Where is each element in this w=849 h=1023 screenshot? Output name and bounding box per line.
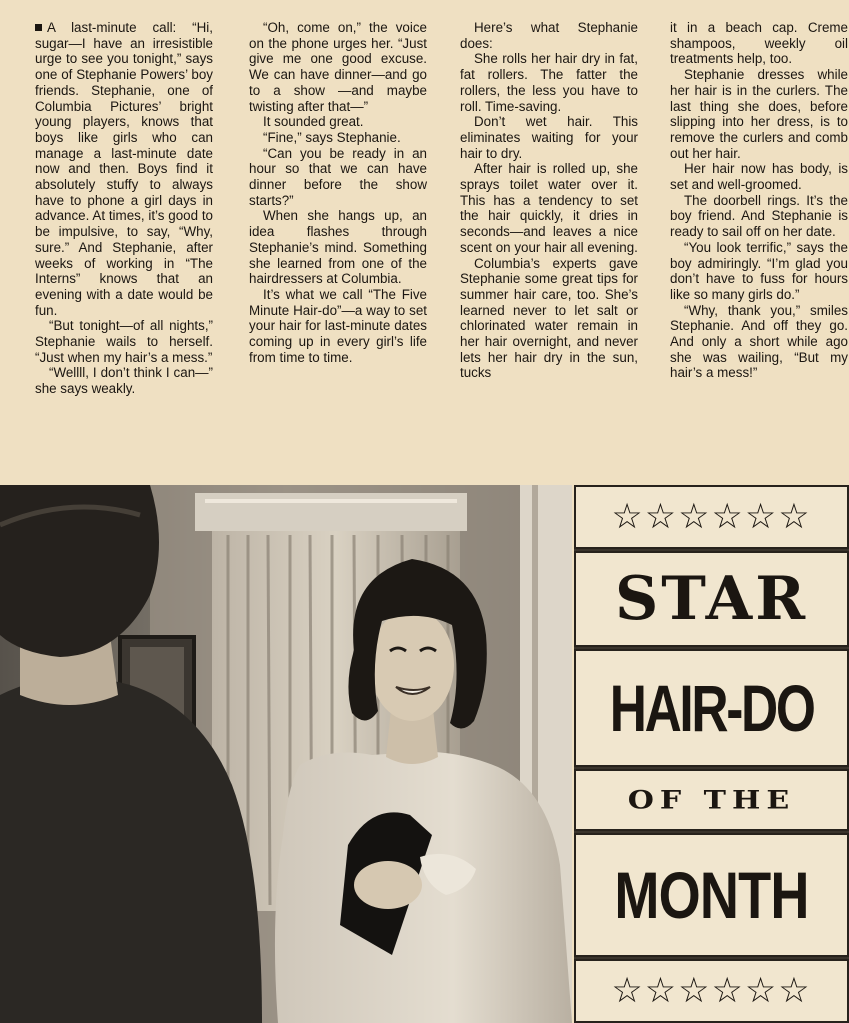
curtain-valance <box>195 493 467 531</box>
star-row-icon: ☆☆☆☆☆☆ <box>611 496 812 537</box>
banner-line-ofthe <box>574 769 849 831</box>
paragraph: After hair is rolled up, she sprays toilet water over it. This has a tendency to set the hair quickly, it dries in seconds—and leaves a nice scent on your hair all evening. <box>460 161 638 255</box>
banner-word-month: MONTH <box>614 858 809 932</box>
paragraph: The doorbell rings. It’s the boy friend. And Stephanie is ready to sail off on her date. <box>670 192 848 240</box>
paragraph: When she hangs up, an idea flashes through Stephanie’s mind. Something she learned from one of the hairdressers at Columbia. <box>249 208 427 287</box>
banner-line-hairdo <box>574 649 849 767</box>
woman-hands <box>354 861 422 909</box>
paragraph: “Can you be ready in an hour so that we can have dinner before the show starts?” <box>249 145 427 208</box>
paragraph: Columbia’s experts gave Stephanie some great tips for summer hair care, too. She’s learned never to let salt or chlorinated water remain in her hair overnight, and never lets her hair dry in the sun, tucks <box>460 255 638 381</box>
valance-trim <box>205 499 457 503</box>
paragraph: Stephanie dresses while her hair is in the curlers. The last thing she does, before slipping into her dress, is to remove the curlers and comb out her hair. <box>670 67 848 161</box>
paragraph: It sounded great. <box>263 114 364 130</box>
article-column-3 <box>460 20 638 381</box>
banner-word-hairdo: HAIR-DO <box>609 671 814 745</box>
banner-stars-bottom <box>574 959 849 1023</box>
article-column-2 <box>249 20 427 365</box>
banner-word-ofthe: OF THE <box>627 785 796 815</box>
banner-stars-top <box>574 485 849 549</box>
star-hairdo-banner <box>574 485 849 1023</box>
paragraph <box>35 20 213 318</box>
paragraph: “Fine,” says Stephanie. <box>263 129 401 145</box>
paragraph: “You look terrific,” says the boy admiringly. “I’m glad you don’t have to fuss for hours like so many girls do.” <box>670 239 848 302</box>
paragraph: “But tonight—of all nights,” Stephanie wails to herself. “Just when my hair’s a mess.” <box>35 318 213 365</box>
paragraph: “Why, thank you,” smiles Stephanie. And off they go. And only a short while ago she was wailing, “But my hair’s a mess!” <box>670 302 848 381</box>
banner-line-star <box>574 551 849 647</box>
paragraph: “Oh, come on,” the voice on the phone urges her. “Just give me one good excuse. We can have dinner—and go to a show —and maybe twisting after that—” <box>249 20 427 114</box>
banner-word-star: STAR <box>614 564 809 634</box>
paragraph: it in a beach cap. Creme shampoos, weekly oil treatments help, too. <box>670 20 848 67</box>
paragraph-text: A last-minute call: “Hi, sugar—I have an irresistible urge to see you tonight,” says one of Stephanie Powers’ boy friends. Stephanie, one of Columbia Pictures’ bright young players, knows that boys like girls who can manage a last-minute date now and then. Boys find it absolutely stuffy to always have to phone a girl days in advance. At times, it’s good to be impulsive, to say, “Why, sure.” And Stephanie, after weeks of working in “The Interns” knows that an evening with a date would be fun. <box>35 20 213 318</box>
photo-illustration <box>0 485 572 1023</box>
article-photo <box>0 485 572 1023</box>
star-row-icon: ☆☆☆☆☆☆ <box>611 970 812 1011</box>
article-column-4 <box>670 20 848 381</box>
paragraph: Her hair now has body, is set and well-groomed. <box>670 161 848 193</box>
banner-line-month <box>574 833 849 957</box>
bullet-icon <box>35 24 42 31</box>
paragraph: She rolls her hair dry in fat, fat rollers. The fatter the rollers, the less you have to roll. Time-saving. <box>460 51 638 114</box>
paragraph: “Wellll, I don’t think I can—” she says weakly. <box>35 365 213 397</box>
woman-dress <box>275 752 572 1023</box>
woman-face <box>370 609 454 721</box>
paragraph: It’s what we call “The Five Minute Hair-do”—a way to set your hair for last-minute dates coming up in every girl’s life from time to time. <box>249 286 427 365</box>
article-column-1 <box>35 20 213 397</box>
paragraph: Here’s what Stephanie does: <box>460 20 638 51</box>
paragraph: Don’t wet hair. This eliminates waiting for your hair to dry. <box>460 114 638 161</box>
